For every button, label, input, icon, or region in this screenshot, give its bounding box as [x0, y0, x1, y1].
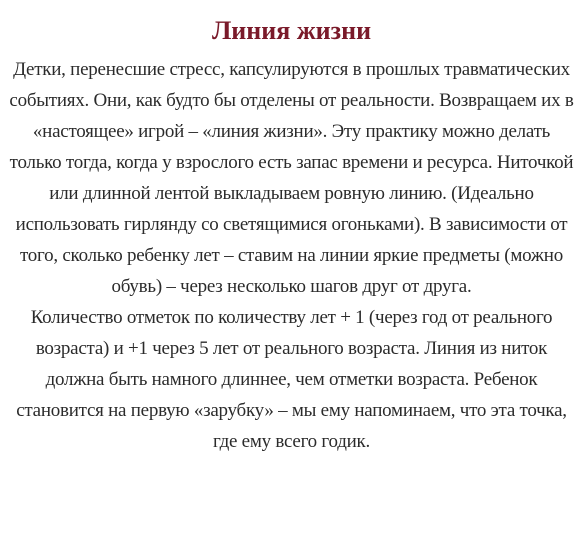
text-line: возраста) и +1 через 5 лет от реального возраста. Линия из ниток	[35, 338, 548, 359]
text-line: или длинной лентой выкладываем ровную линию. (Идеально	[49, 183, 534, 204]
text-line: становится на первую «зарубку» – мы ему напоминаем, что эта точка,	[16, 400, 567, 421]
document-title: Линия жизни	[211, 16, 372, 45]
text-line: событиях. Они, как будто бы отделены от реальности. Возвращаем их в	[9, 90, 574, 111]
text-line: где ему всего годик.	[212, 431, 371, 452]
text-line: Количество отметок по количеству лет + 1 (через год от реального	[30, 307, 553, 328]
text-line: только тогда, когда у взрослого есть запас времени и ресурса. Ниточкой	[9, 152, 574, 173]
text-line: должна быть намного длиннее, чем отметки возраста. Ребенок	[45, 369, 538, 390]
text-line: обувь) – через несколько шагов друг от друга.	[111, 276, 472, 297]
text-line: того, сколько ребенку лет – ставим на линии яркие предметы (можно	[20, 245, 563, 266]
text-line: «настоящее» игрой – «линия жизни». Эту практику можно делать	[32, 121, 551, 142]
text-line: Детки, перенесшие стресс, капсулируются в прошлых травматических	[13, 59, 570, 80]
body-text	[6, 54, 577, 457]
text-line: использовать гирлянду со светящимися огоньками). В зависимости от	[15, 214, 568, 235]
